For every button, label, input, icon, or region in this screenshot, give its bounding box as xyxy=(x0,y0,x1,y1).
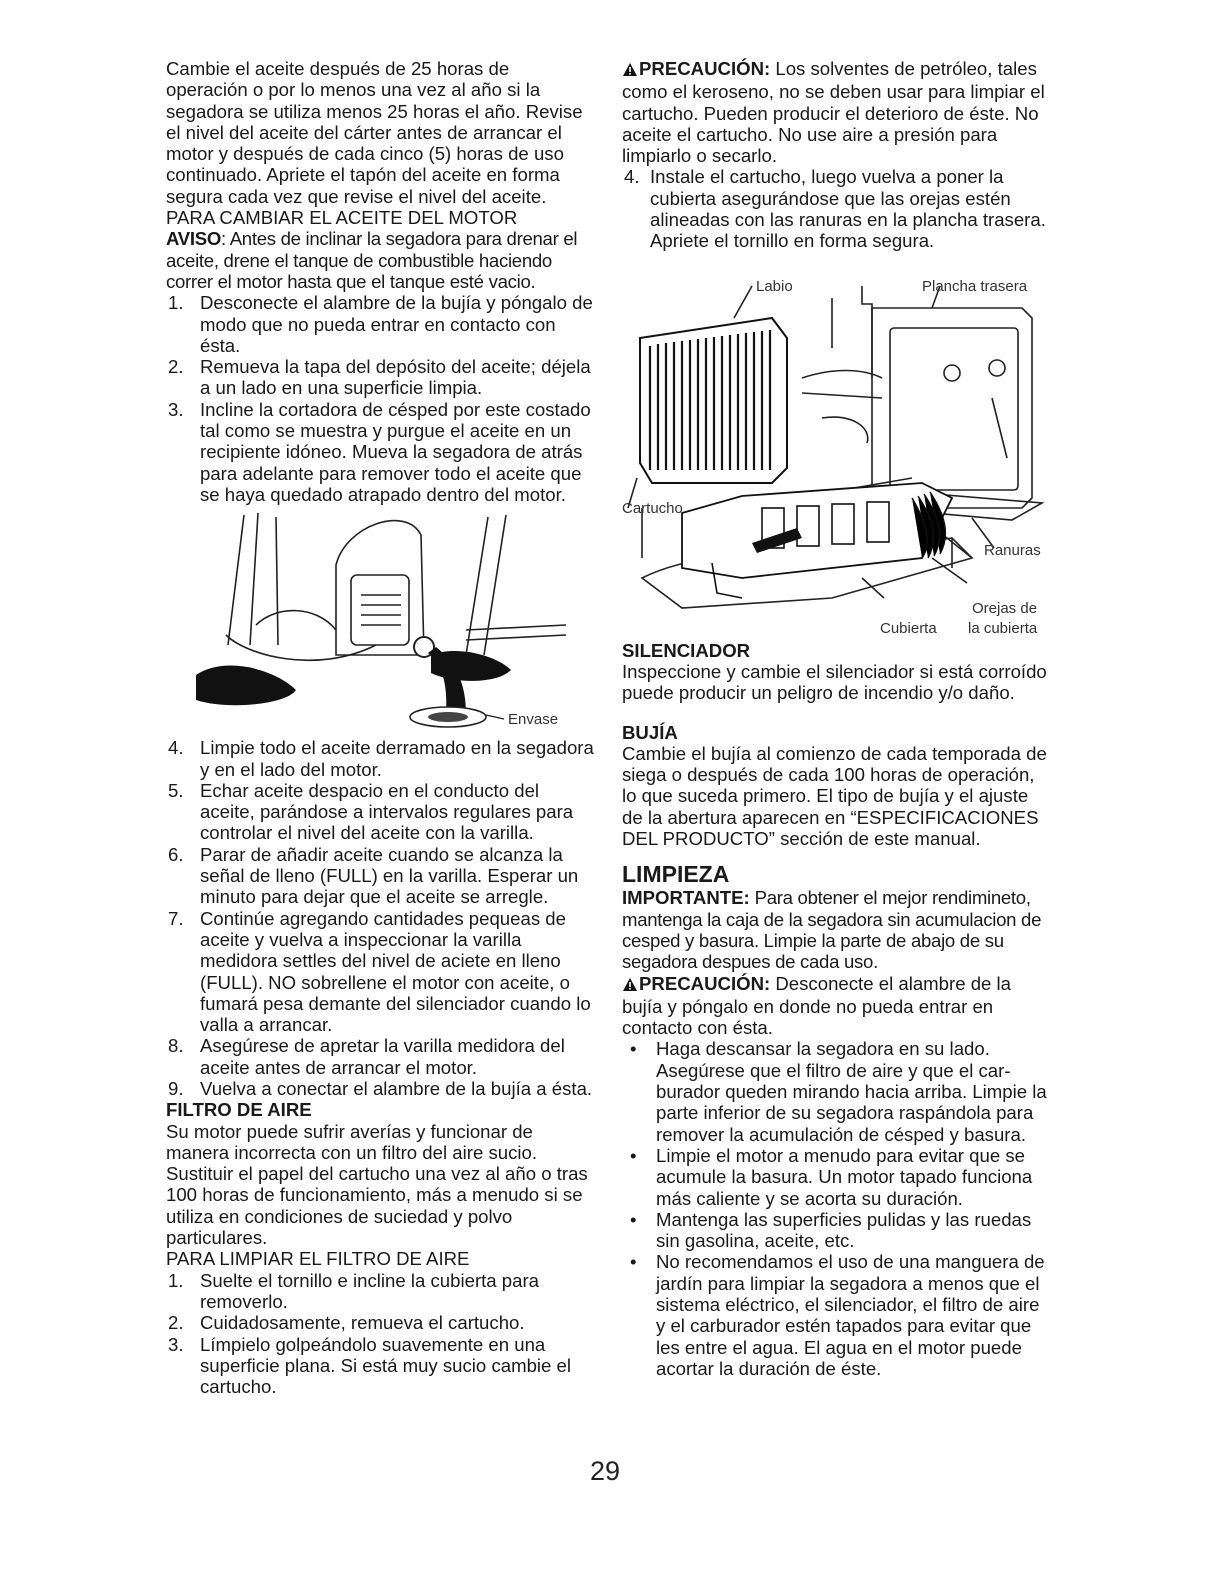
oil-drain-illustration xyxy=(166,505,594,737)
cartucho-label: Cartucho xyxy=(622,499,683,517)
list-item xyxy=(622,1209,1052,1252)
ranuras-label: Ranuras xyxy=(984,541,1041,559)
important-text: Para obtener el mejor rendimineto, mantenga la caja de la segadora sin acumulacion de cesped y basura. Limpie la parte de abajo de su segadora despues de cada uso. xyxy=(622,887,1042,973)
spark-plug-text: Cambie el bujía al comienzo de cada temporada de siega o después de cada 100 horas de operación, lo que suceda primero. El tipo de bujía y el ajuste de la abertura aparecen en “ESPECIFICACIONES DEL PRODUCTO” sección de este manual. xyxy=(622,742,1047,850)
caution-note-solvents xyxy=(622,58,1052,166)
spacer xyxy=(622,704,1052,722)
step-number: 1. xyxy=(168,292,184,314)
aviso-label: AVISO xyxy=(166,228,221,250)
muffler-heading: SILENCIADOR xyxy=(622,639,751,661)
step-number: 3. xyxy=(168,1333,184,1355)
air-filter-heading: FILTRO DE AIRE xyxy=(166,1099,312,1121)
step-number: 4. xyxy=(624,166,640,188)
step-number: 8. xyxy=(168,1035,184,1057)
list-item xyxy=(166,1035,594,1078)
important-note xyxy=(622,887,1052,972)
step-number: 3. xyxy=(168,398,184,420)
list-item xyxy=(166,908,594,1036)
muffler-text: Inspeccione y cambie el silenciador si está corroído puede producir un peligro de incendio y/o daño. xyxy=(622,660,1047,704)
list-item xyxy=(622,1038,1052,1144)
step-text: Continúe agregando cantidades pequeas de aceite y vuelva a inspeccionar la varilla medidora settles del nivel de aciete en lleno (FULL). NO sobrellene el motor con aceite, o fumará pesa demante del silenciador cuando lo valla a arrancar. xyxy=(200,907,591,1036)
warning-triangle-icon xyxy=(622,60,638,81)
air-filter-text: Su motor puede sufrir averías y funcionar de manera incorrecta con un filtro del aire sucio. Sustituir el papel del cartucho una vez al año o tras 100 horas de funcionamiento, más a menudo si se utiliza en condiciones de suciedad y polvo particulares. xyxy=(166,1120,588,1249)
air-filter-figure xyxy=(622,258,1052,638)
spark-plug-heading: BUJÍA xyxy=(622,721,678,743)
filter-install-step xyxy=(622,166,1052,251)
plancha-trasera-label: Plancha trasera xyxy=(922,277,1028,295)
bullet-text: Mantenga las superficies pulidas y las ruedas sin gasolina, aceite, etc. xyxy=(656,1208,1032,1252)
step-number: 5. xyxy=(168,779,184,801)
aviso-note xyxy=(166,228,594,292)
bullet-icon: • xyxy=(630,1251,637,1273)
caution-text: Desconecte el alambre de la bujía y póngalo en donde no pueda entrar en contacto con ésta. xyxy=(622,972,1012,1039)
list-item xyxy=(622,1145,1052,1209)
step-text: Cuidadosamente, remueva el cartucho. xyxy=(200,1312,525,1334)
orejas-label-line2: la cubierta xyxy=(968,619,1038,637)
oil-steps-list-b xyxy=(166,737,594,1099)
step-text: Desconecte el alambre de la bujía y póngalo de modo que no pueda entrar en contacto con ésta. xyxy=(200,292,593,356)
list-item xyxy=(622,1251,1052,1379)
page-number: 29 xyxy=(590,1456,621,1486)
caution-label: PRECAUCIÓN: xyxy=(639,58,771,79)
cleaning-bullets xyxy=(622,1038,1052,1379)
change-oil-heading: PARA CAMBIAR EL ACEITE DEL MOTOR xyxy=(166,207,518,229)
step-number: 2. xyxy=(168,356,184,378)
step-number: 7. xyxy=(168,907,184,929)
step-number: 9. xyxy=(168,1077,184,1099)
step-text: Asegúrese de apretar la varilla medidora del aceite antes de arrancar el motor. xyxy=(200,1035,565,1078)
list-item xyxy=(166,1334,594,1398)
orejas-label-line1: Orejas de xyxy=(972,599,1038,617)
list-item xyxy=(166,1312,594,1333)
caution-text: Los solventes de petróleo, tales como el keroseno, no se deben usar para limpiar el cartucho. Pueden producir el deterioro de éste. No aceite el cartucho. No use aire a presión para limpiarlo o secarlo. xyxy=(622,58,1045,167)
filter-steps-list xyxy=(166,1270,594,1398)
bullet-icon: • xyxy=(630,1144,637,1166)
step-text: Remueva la tapa del depósito del aceite; déjela a un lado en una superficie limpia. xyxy=(200,356,591,399)
list-item xyxy=(166,1078,594,1099)
list-item xyxy=(166,356,594,399)
step-text: Echar aceite despacio en el conducto del aceite, parándose a intervalos regulares para controlar el nivel del aceite con la varilla. xyxy=(200,779,574,844)
clean-filter-heading: PARA LIMPIAR EL FILTRO DE AIRE xyxy=(166,1248,470,1270)
cleaning-heading: LIMPIEZA xyxy=(622,861,730,888)
oil-change-intro: Cambie el aceite después de 25 horas de operación o por lo menos una vez al año si la segadora se utiliza menos 25 horas el año. Revise el nivel del aceite del cárter antes de arrancar el motor y después de cada cinco (5) horas de uso continuado. Apriete el tapón del aceite en forma segura cada vez que revise el nivel del aceite. xyxy=(166,58,583,207)
oil-steps-list-a xyxy=(166,292,594,505)
step-number: 6. xyxy=(168,843,184,865)
right-column xyxy=(622,58,1052,1379)
step-number: 2. xyxy=(168,1312,184,1334)
bullet-icon: • xyxy=(630,1208,637,1230)
list-item xyxy=(166,844,594,908)
step-text: Instale el cartucho, luego vuelva a poner la cubierta asegurándose que las orejas estén alineadas con las ranuras en la plancha trasera. Apriete el tornillo en forma segura. xyxy=(650,166,1046,252)
aviso-text: : Antes de inclinar la segadora para drenar el aceite, drene el tanque de combustible haciendo correr el motor hasta que el tanque esté vacio. xyxy=(166,228,578,292)
step-text: Parar de añadir aceite cuando se alcanza la señal de lleno (FULL) en la varilla. Esperar un minuto para dejar que el aceite se arregle. xyxy=(200,843,579,908)
step-text: Límpielo golpeándolo suavemente en una superficie plana. Si está muy sucio cambie el cartucho. xyxy=(200,1333,572,1398)
list-item xyxy=(166,1270,594,1313)
list-item xyxy=(166,292,594,356)
list-item xyxy=(166,780,594,844)
oil-drain-figure xyxy=(166,505,594,737)
warning-triangle-icon xyxy=(622,975,638,996)
caution-label: PRECAUCIÓN: xyxy=(639,972,771,994)
list-item xyxy=(622,166,1052,251)
labio-label: Labio xyxy=(756,277,793,295)
bullet-text: Limpie el motor a menudo para evitar que se acumule la basura. Un motor tapado funciona más caliente y se acorta su duración. xyxy=(656,1144,1033,1209)
step-text: Incline la cortadora de césped por este costado tal como se muestra y purgue el aceite en un recipiente idóneo. Mueva la segadora de atrás para adelante para remover todo el aceite que se haya quedado atrapado dentro del motor. xyxy=(200,398,591,505)
step-text: Vuelva a conectar el alambre de la bujía a ésta. xyxy=(200,1077,593,1099)
bullet-text: Haga descansar la segadora en su lado. Asegúrese que el filtro de aire y que el carburador queden mirando hacia arriba. Limpie la parte inferior de su segadora raspándola para remover la acumulación de césped y basura. xyxy=(656,1038,1047,1145)
step-number: 1. xyxy=(168,1269,184,1291)
important-label: IMPORTANTE: xyxy=(622,887,750,909)
list-item xyxy=(166,399,594,505)
envase-label: Envase xyxy=(508,711,559,729)
list-item xyxy=(166,737,594,780)
bullet-text: No recomendamos el uso de una manguera de jardín para limpiar la segadora a menos que el sistema eléctrico, el silenciador, el filtro de aire y el carburador estén tapados para evitar que les entre el agua. El agua en el motor puede acortar la duración de éste. xyxy=(656,1251,1045,1379)
step-text: Suelte el tornillo e incline la cubierta para removerlo. xyxy=(200,1269,540,1312)
caution-note-spark xyxy=(622,973,1052,1039)
bullet-icon: • xyxy=(630,1038,637,1060)
step-number: 4. xyxy=(168,737,184,759)
left-column xyxy=(166,58,594,1397)
air-filter-illustration xyxy=(622,258,1052,638)
step-text: Limpie todo el aceite derramado en la segadora y en el lado del motor. xyxy=(200,737,594,780)
cubierta-label: Cubierta xyxy=(880,619,937,637)
